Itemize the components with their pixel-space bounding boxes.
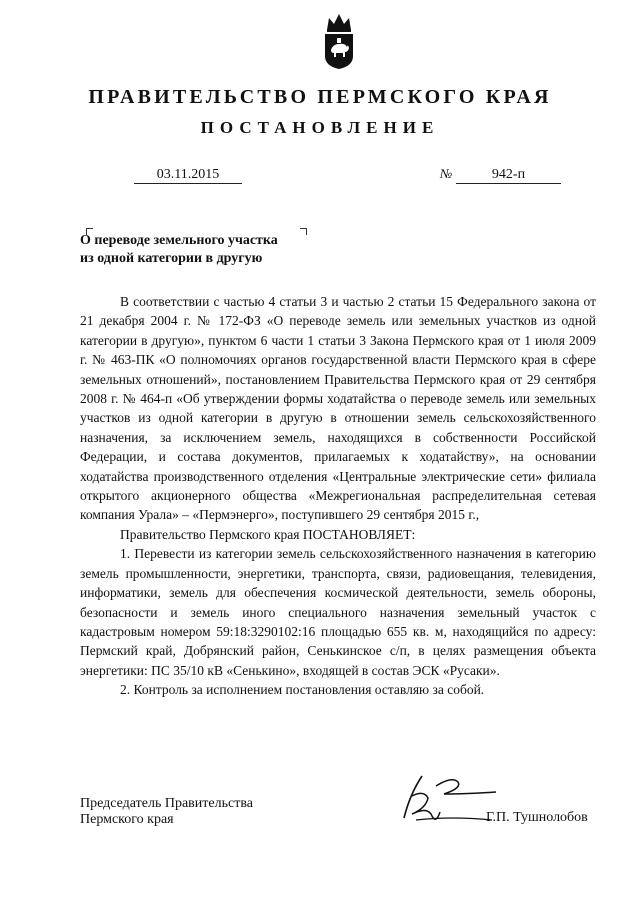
government-title: ПРАВИТЕЛЬСТВО ПЕРМСКОГО КРАЯ (88, 86, 552, 108)
body-paragraph-item-1: 1. Перевести из категории земель сельскохозяйственного назначения в категорию земель промышленности, энергетики, транспорта, связи, радиовещания, телевидения, информатики, земель для обеспечения космической деятельности, земель обороны, безопасности и земель иного специального назначения земельный участок с кадастровым номером 59:18:3290102:16 площадью 655 кв. м, находящийся по адресу: Пермский край, Добрянский район, Сенькинское с/п, в целях размещения объекта энергетики: ПС 35/10 кВ «Сенькино», входящей в состав ЭСК «Русаки». (80, 546, 596, 678)
body-paragraph-resolves: Правительство Пермского края ПОСТАНОВЛЯЕТ: (120, 526, 416, 542)
document-date: 03.11.2015 (134, 166, 242, 184)
body-paragraph-preamble: В соответствии с частью 4 статьи 3 и частью 2 статьи 15 Федерального закона от 21 декабря 2004 г. № 172-ФЗ «О переводе земель или земельных участков из одной категории в другую», пунктом 6 части 1 статьи 3 Закона Пермского края от 1 июля 2009 г. № 463-ПК «О полномочиях органов государственной власти Пермского края в сфере земельных отношений», постановлением Правительства Пермского края от 29 сентября 2008 г. № 464-п «Об утверждении формы ходатайства о переводе земель или земельных участков из одной категории в другую в отношении земель сельскохозяйственного назначения, за исключением земель, находящихся в собственности Российской Федерации, и состава документов, прилагаемых к ходатайству», на основании ходатайства производственного отделения «Центральные электрические сети» филиала открытого акционерного общества «Межрегиональная распределительная сетевая компания Урала» – «Пермэнерго», поступившего 29 сентября 2015 г., (80, 294, 596, 523)
signatory-name: Г.П. Тушнолобов (486, 810, 588, 825)
signatory-title (80, 796, 253, 828)
number-sign: № (440, 166, 453, 181)
handwritten-signature (392, 772, 498, 828)
subject-line-2: из одной категории в другую (80, 251, 263, 266)
document-number: 942-п (456, 166, 561, 184)
signatory-title-line-1: Председатель Правительства (80, 796, 253, 811)
coat-of-arms-emblem (321, 12, 357, 70)
document-type: ПОСТАНОВЛЕНИЕ (200, 118, 440, 137)
document-subject (80, 232, 312, 268)
body-paragraph-item-2: 2. Контроль за исполнением постановления оставляю за собой. (120, 682, 485, 698)
subject-line-1: О переводе земельного участка (80, 233, 278, 248)
signatory-title-line-2: Пермского края (80, 812, 174, 827)
document-body (80, 292, 596, 700)
